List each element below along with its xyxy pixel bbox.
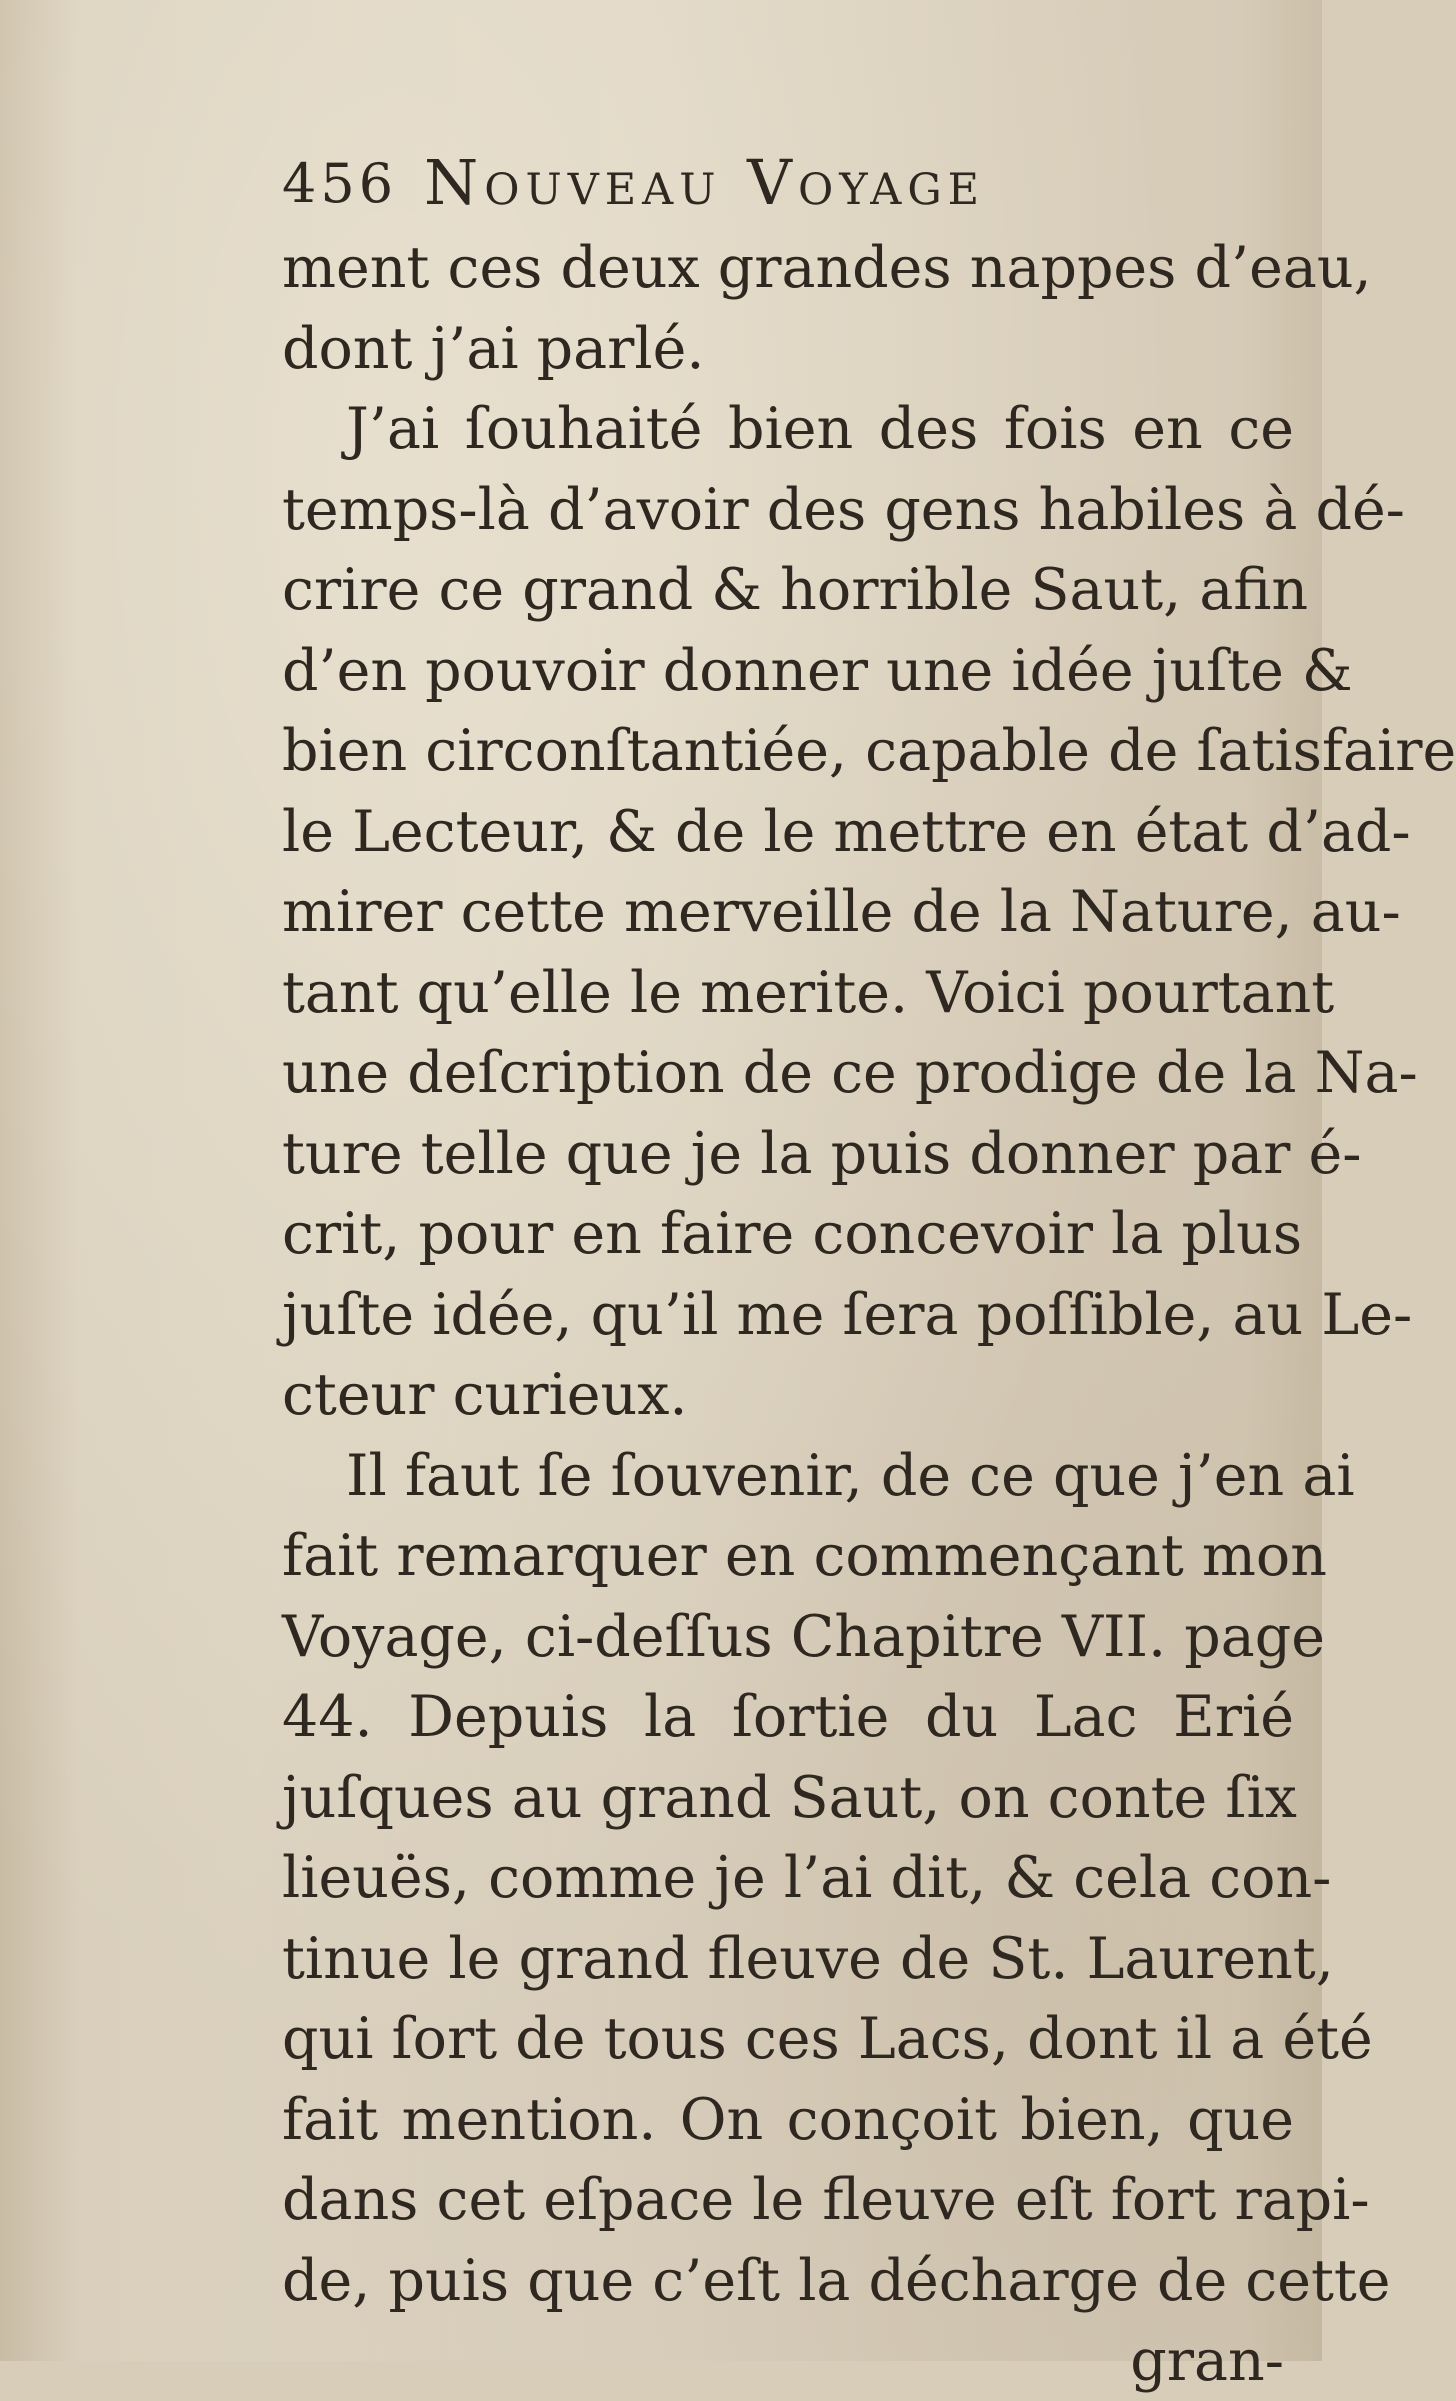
body-line: une deſcription de ce prodige de la Na-	[282, 1040, 1418, 1106]
body-line: dont j’ai parlé.	[282, 315, 705, 382]
body-line: tinue le grand fleuve de St. Laurent,	[282, 1925, 1334, 1992]
body-line: ture telle que je la puis donner par é-	[282, 1120, 1362, 1187]
body-line: cteur curieux.	[282, 1362, 688, 1428]
body-line: de, puis que c’eſt la décharge de cette	[282, 2247, 1391, 2314]
body-line: dans cet eſpace le fleuve eſt fort rapi-	[282, 2167, 1370, 2233]
running-title: Nouveau Voyage	[424, 146, 986, 219]
body-line: bien circonſtantiée, capable de ſatisfaire	[282, 718, 1456, 784]
body-line: Il faut ſe ſouvenir, de ce que j’en ai	[346, 1442, 1355, 1509]
body-line: J’ai ſouhaité bien des fois en ce	[346, 396, 1294, 462]
catchword: gran-	[1130, 2328, 1284, 2394]
body-line: crire ce grand & horrible Saut, afin	[282, 557, 1309, 623]
body-line: ment ces deux grandes nappes d’eau,	[282, 235, 1372, 301]
body-line: temps-là d’avoir des gens habiles à dé-	[282, 476, 1405, 543]
text-block	[282, 140, 1456, 2401]
body-line: 44. Depuis la ſortie du Lac Erié	[282, 1684, 1294, 1750]
page-header	[282, 140, 1294, 228]
body-line: qui ſort de tous ces Lacs, dont il a été	[282, 2006, 1373, 2072]
body-line: lieuës, comme je l’ai dit, & cela con-	[282, 1845, 1332, 1911]
body-line: juſques au grand Saut, on conte ſix	[282, 1764, 1297, 1831]
body-line: tant qu’elle le merite. Voici pourtant	[282, 959, 1335, 1026]
body-line: mirer cette merveille de la Nature, au-	[282, 879, 1401, 945]
body-line: crit, pour en faire concevoir la plus	[282, 1201, 1303, 1267]
page-number: 456	[282, 152, 398, 215]
body-line: fait remarquer en commençant mon	[282, 1523, 1327, 1589]
body-line: d’en pouvoir donner une idée juſte &	[282, 637, 1353, 704]
body-line: le Lecteur, & de le mettre en état d’ad-	[282, 798, 1411, 865]
body-line: Voyage, ci-deſſus Chapitre VII. page	[282, 1603, 1325, 1670]
body-line: fait mention. On conçoit bien, que	[282, 2086, 1294, 2153]
body-line: juſte idée, qu’il me ſera poſſible, au Le-	[282, 1281, 1413, 1348]
